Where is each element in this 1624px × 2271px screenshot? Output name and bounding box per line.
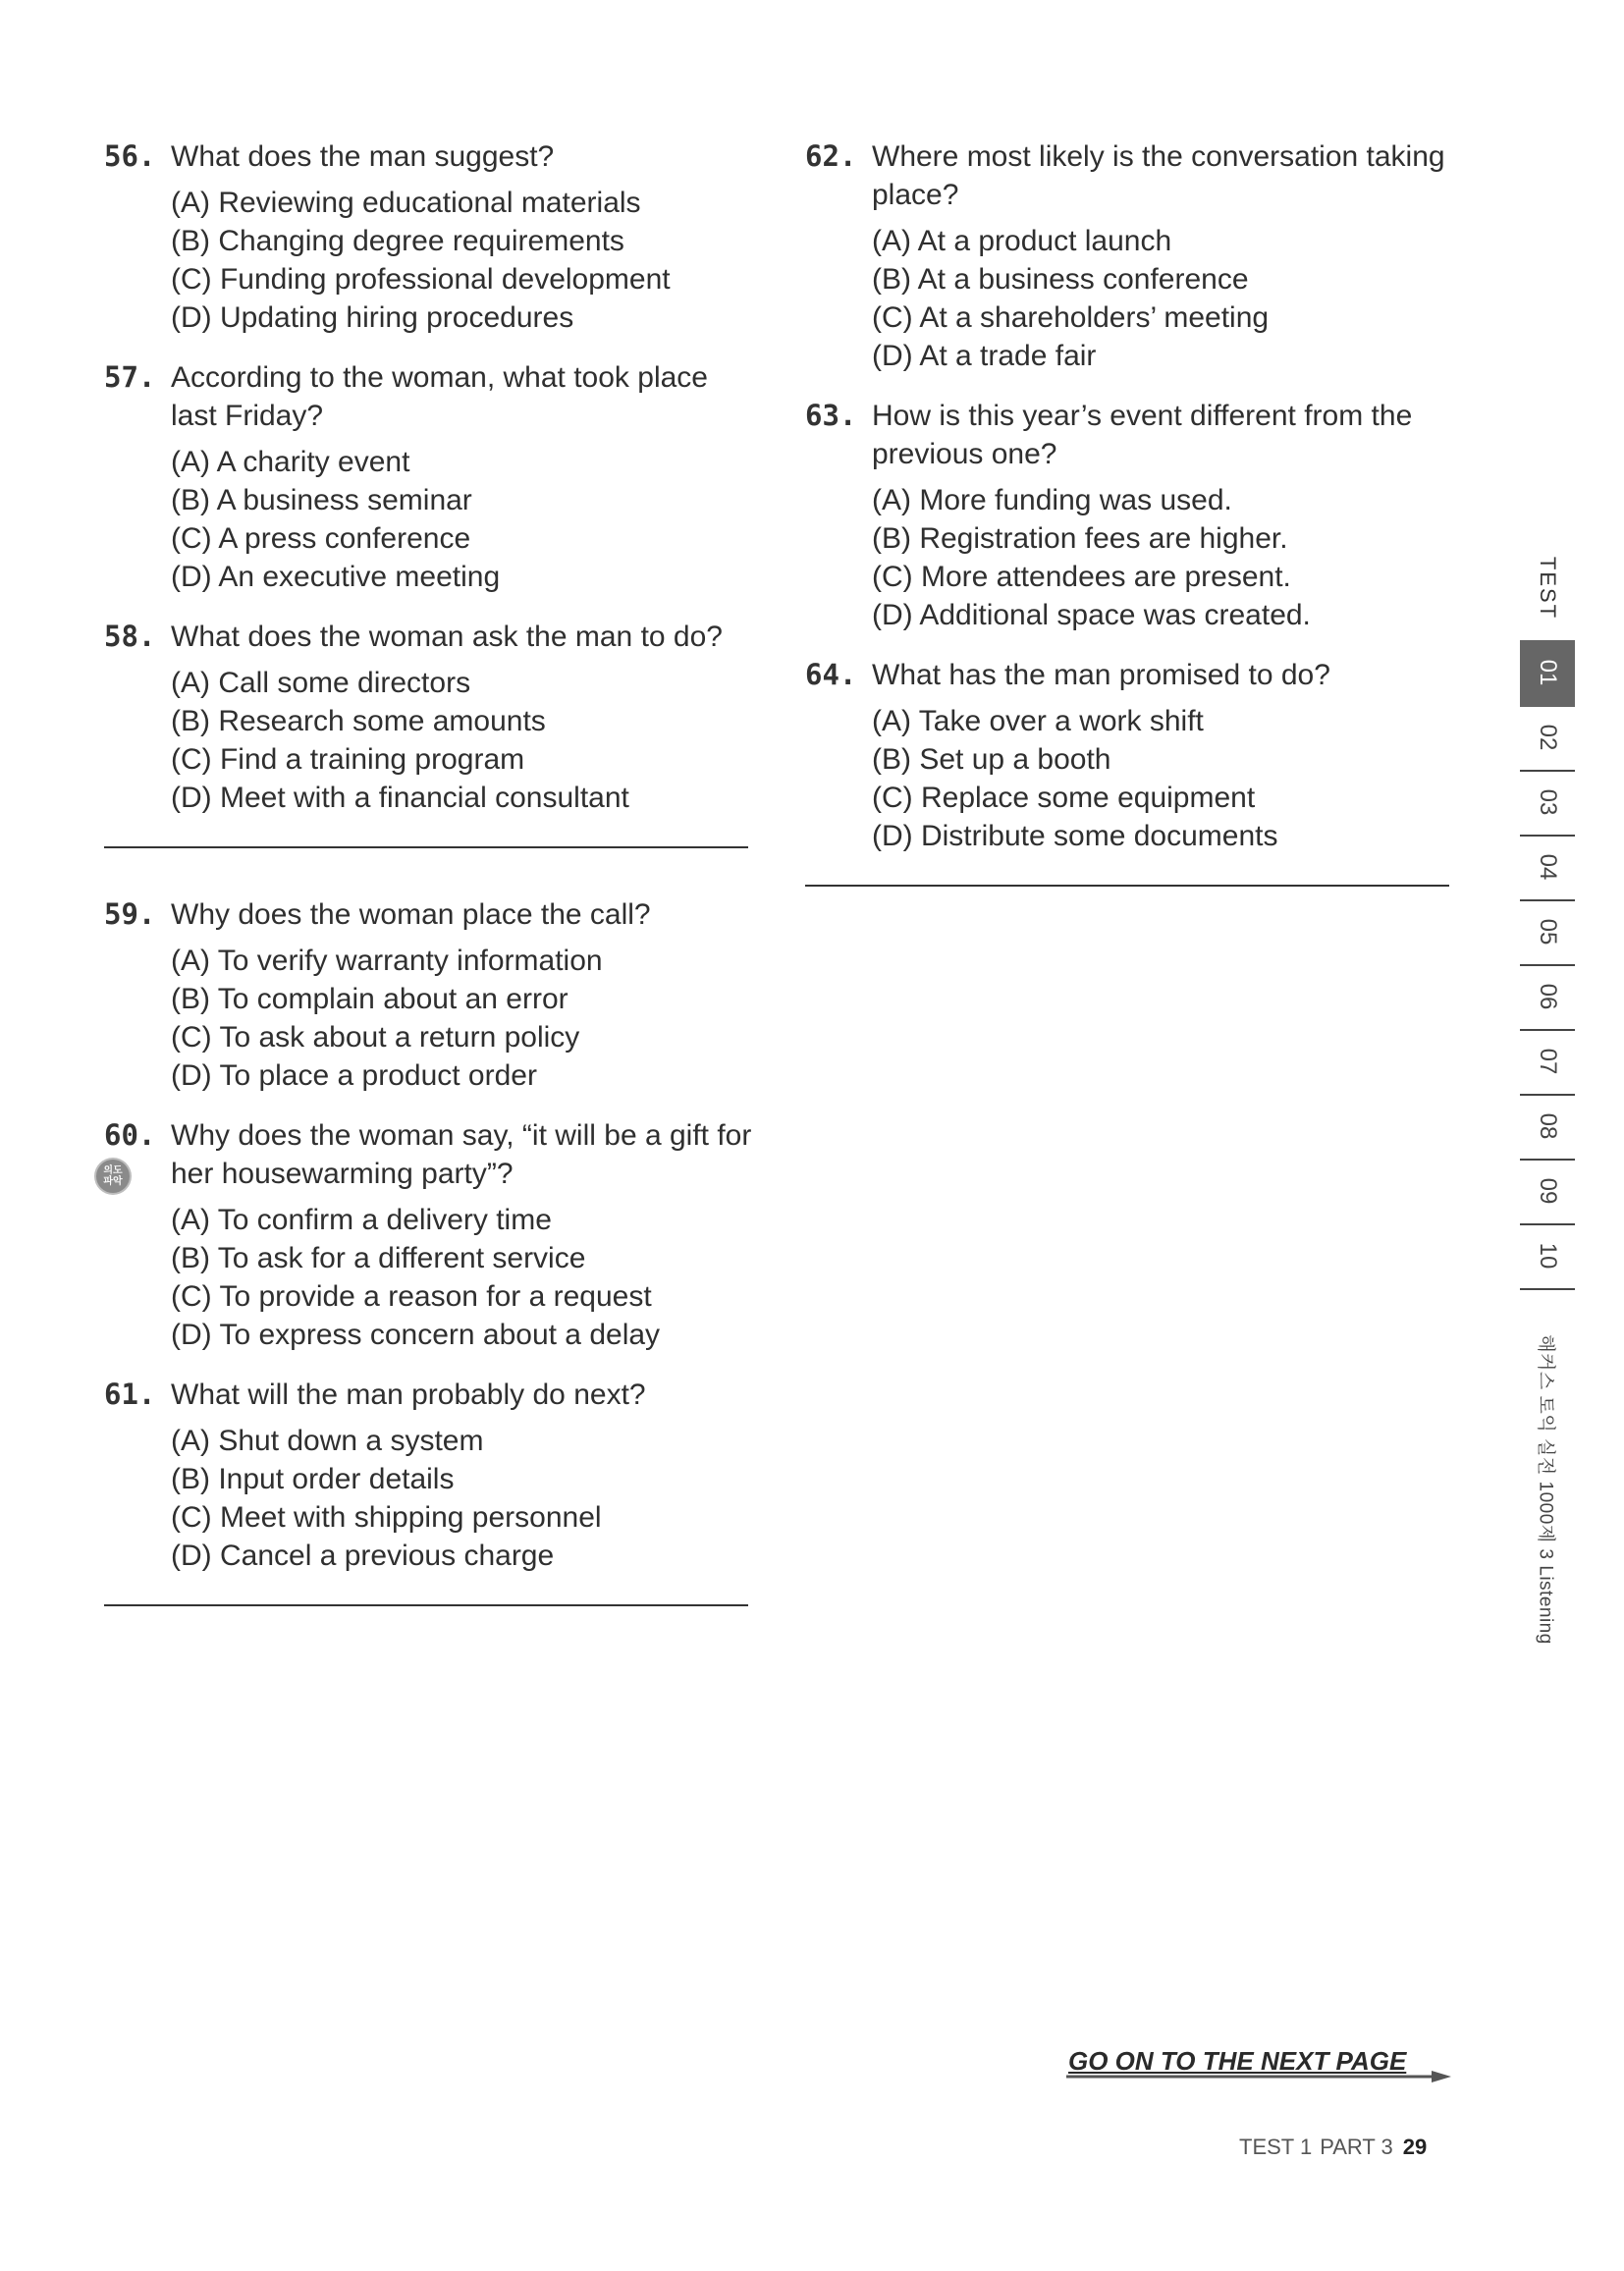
question-number: 60. — [104, 1118, 156, 1152]
option-a: (A) Reviewing educational materials — [171, 187, 641, 219]
question-57 — [104, 358, 752, 596]
footer-test: TEST 1 — [1239, 2135, 1313, 2159]
side-tab-test-05[interactable]: 05 — [1520, 899, 1575, 966]
option-b: (B) Changing degree requirements — [171, 225, 624, 257]
question-number: 61. — [104, 1378, 156, 1411]
option-a: (A) To confirm a delivery time — [171, 1204, 552, 1236]
intent-badge-icon: 의도 파악 — [96, 1160, 130, 1193]
question-text: According to the woman, what took place last Friday? — [171, 361, 708, 432]
option-a: (A) Call some directors — [171, 667, 471, 699]
option-c: (C) More attendees are present. — [872, 561, 1291, 593]
question-61 — [104, 1376, 752, 1575]
option-a: (A) Shut down a system — [171, 1425, 484, 1457]
side-tab-test-02[interactable]: 02 — [1520, 705, 1575, 772]
section-divider — [805, 885, 1449, 887]
question-number: 56. — [104, 139, 156, 173]
option-c: (C) Meet with shipping personnel — [171, 1501, 602, 1534]
option-d: (D) Distribute some documents — [872, 820, 1278, 852]
question-58 — [104, 618, 752, 817]
footer-part: PART 3 — [1320, 2135, 1393, 2159]
option-d: (D) Updating hiring procedures — [171, 301, 574, 334]
book-title: 해커스 토익 실전 1000제 3 Listening — [1535, 1334, 1556, 1645]
option-b: (B) Input order details — [171, 1463, 455, 1495]
right-question-column — [805, 137, 1453, 934]
question-number: 58. — [104, 620, 156, 653]
option-d: (D) Cancel a previous charge — [171, 1540, 555, 1572]
option-b: (B) To complain about an error — [171, 983, 568, 1015]
question-text: Why does the woman place the call? — [171, 898, 651, 931]
question-text: Where most likely is the conversation taking place? — [872, 140, 1445, 211]
option-c: (C) Funding professional development — [171, 263, 671, 296]
option-a: (A) More funding was used. — [872, 484, 1232, 516]
side-tab-test-06[interactable]: 06 — [1520, 964, 1575, 1031]
question-number: 59. — [104, 897, 156, 931]
left-question-column — [104, 137, 752, 1653]
option-d: (D) Additional space was created. — [872, 599, 1311, 631]
option-b: (B) Research some amounts — [171, 705, 546, 737]
option-a: (A) Take over a work shift — [872, 705, 1204, 737]
side-tab-test-10[interactable]: 10 — [1520, 1223, 1575, 1290]
option-c: (C) Find a training program — [171, 743, 525, 776]
option-d: (D) To express concern about a delay — [171, 1319, 661, 1351]
question-text: What does the woman ask the man to do? — [171, 621, 723, 653]
question-text: How is this year’s event different from the previous one? — [872, 400, 1413, 470]
go-on-next-page: GO ON TO THE NEXT PAGE — [1068, 2046, 1407, 2076]
side-tab-label: TEST — [1536, 556, 1560, 621]
side-tab-test-04[interactable]: 04 — [1520, 835, 1575, 901]
option-c: (C) To ask about a return policy — [171, 1021, 580, 1054]
option-b: (B) Registration fees are higher. — [872, 522, 1288, 555]
question-62 — [805, 137, 1453, 375]
question-text: What will the man probably do next? — [171, 1379, 646, 1411]
option-c: (C) Replace some equipment — [872, 782, 1256, 814]
side-tab-test-01[interactable]: 01 — [1520, 640, 1575, 707]
option-a: (A) At a product launch — [872, 225, 1172, 257]
question-63 — [805, 397, 1453, 634]
page-footer — [1239, 2135, 1427, 2160]
option-c: (C) A press conference — [171, 522, 471, 555]
option-d: (D) Meet with a financial consultant — [171, 782, 629, 814]
section-divider — [104, 846, 748, 848]
question-number: 62. — [805, 139, 857, 173]
option-d: (D) At a trade fair — [872, 340, 1097, 372]
option-d: (D) To place a product order — [171, 1059, 537, 1092]
option-a: (A) A charity event — [171, 446, 410, 478]
option-c: (C) To provide a reason for a request — [171, 1280, 652, 1313]
option-b: (B) To ask for a different service — [171, 1242, 586, 1274]
question-text: What has the man promised to do? — [872, 659, 1330, 691]
section-divider — [104, 1604, 748, 1606]
question-number: 57. — [104, 360, 156, 394]
side-tab-test-08[interactable]: 08 — [1520, 1094, 1575, 1161]
option-b: (B) Set up a booth — [872, 743, 1111, 776]
question-64 — [805, 656, 1453, 855]
question-text: Why does the woman say, “it will be a gift for her housewarming party”? — [171, 1119, 752, 1190]
question-60 — [104, 1116, 752, 1354]
side-tab-test-07[interactable]: 07 — [1520, 1029, 1575, 1096]
side-tab-test-09[interactable]: 09 — [1520, 1159, 1575, 1225]
option-a: (A) To verify warranty information — [171, 945, 603, 977]
side-tab-test-03[interactable]: 03 — [1520, 770, 1575, 837]
option-d: (D) An executive meeting — [171, 561, 501, 593]
question-text: What does the man suggest? — [171, 140, 555, 173]
question-56 — [104, 137, 752, 337]
question-number: 64. — [805, 658, 857, 691]
question-59 — [104, 895, 752, 1095]
question-number: 63. — [805, 399, 857, 432]
option-b: (B) At a business conference — [872, 263, 1249, 296]
arrow-right-icon — [1066, 2070, 1451, 2083]
page-number: 29 — [1402, 2135, 1428, 2159]
option-b: (B) A business seminar — [171, 484, 472, 516]
option-c: (C) At a shareholders’ meeting — [872, 301, 1270, 334]
